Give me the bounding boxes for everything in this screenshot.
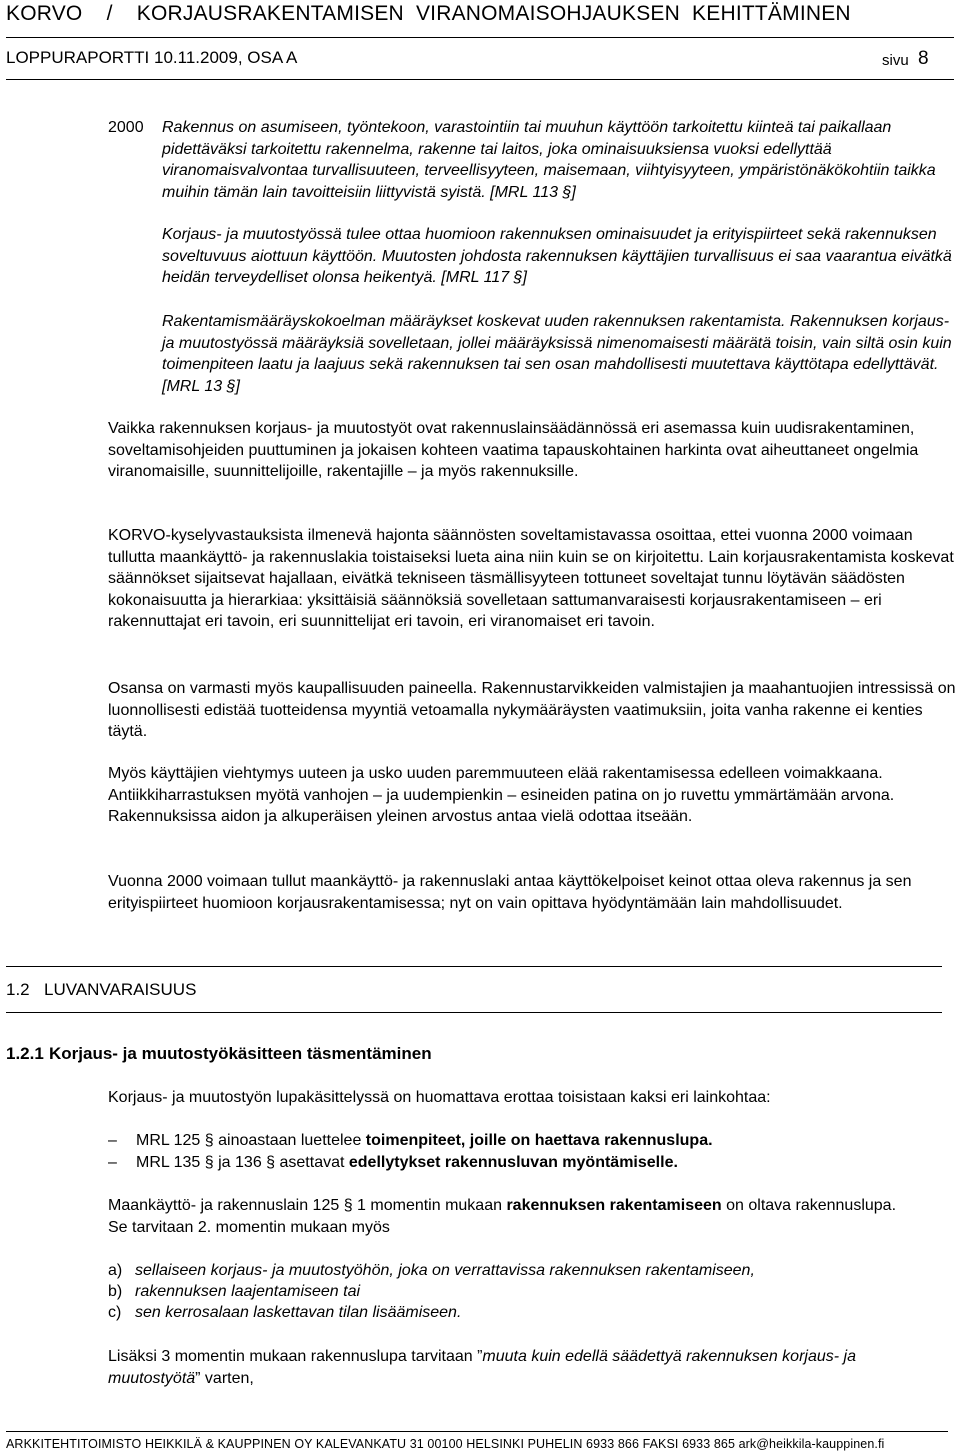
dash-item-bold: toimenpiteet, joille on haettava rakennuslupa. xyxy=(365,1132,713,1149)
mrl125-bold: rakennuksen rakentamiseen xyxy=(506,1197,722,1214)
dash-item-text: MRL 135 § ja 136 § asettavat xyxy=(136,1154,349,1171)
paragraph-4: Myös käyttäjien viehtymys uuteen ja usko uuden paremmuuteen elää rakentamisessa edelleen voimakkaana. Antiikkiharrastuksen myötä vanhojen – ja uudempienkin – esineiden patina on jo ruvettu ymmärtämään arvona. Rakennuksissa aidon ja alkuperäisen yleinen arvostus antaa vielä odottaa itseään. xyxy=(108,765,895,826)
dash-list-item xyxy=(108,1152,678,1174)
law-quote-mrl113: Rakennus on asumiseen, työntekoon, varastointiin tai muuhun käyttöön tarkoitettu kiinteä tai paikallaan pidettäväksi tarkoitettu rakennelma, rakenne tai laitos, joka ominaisuuksiensa vuoksi edellyttää viranomaisvalvontaa turvallisuuteen, terveellisyyteen, maisemaan, viihtyisyyteen, ympäristönäkökohtiin taikka muihin tämän lain tavoitteisiin liittyvistä syistä. [MRL 113 §] xyxy=(162,119,936,201)
document-header-subtitle: LOPPURAPORTTI 10.11.2009, OSA A xyxy=(6,48,298,67)
letter-item-text: rakennuksen laajentamiseen tai xyxy=(135,1283,361,1300)
letter-item-text: sen kerrosalaan laskettavan tilan lisäämiseen. xyxy=(135,1304,462,1321)
letter-list-item xyxy=(108,1260,755,1282)
letter-list-item xyxy=(108,1281,360,1303)
paragraph-3: Osansa on varmasti myös kaupallisuuden paineella. Rakennustarvikkeiden valmistajien ja maahantuojien intressissä on luonnollisesti edistää tuotteidensa myyntiä vetoamalla nykymääräysten vaatimuksiin, joita vanha rakenne ei kenties täytä. xyxy=(108,680,956,741)
dash-list-item xyxy=(108,1130,713,1152)
law-quote-mrl13: Rakentamismääräyskokoelman määräykset koskevat uuden rakennuksen rakentamista. Rakennuksen korjaus- ja muutostyössä määräyksiä sovelletaan, jollei määräyksissä nimenomaisesti määrätä toisin, vain siltä osin kuin toimenpiteen laatu ja laajuus sekä rakennuksen tai sen osan mahdollisesti muutettava käyttötapa edellyttävät. [MRL 13 §] xyxy=(162,313,952,395)
letter-marker: b) xyxy=(108,1283,123,1300)
law-quote-mrl117: Korjaus- ja muutostyössä tulee ottaa huomioon rakennuksen ominaisuudet ja erityispiirteet sekä rakennuksen soveltuvuus aiottuun käyttöön. Muutosten johdosta rakennuksen käyttäjien turvallisuus ei saa vaarantua eivätkä heidän terveydelliset olonsa heikentyä. [MRL 117 §] xyxy=(162,226,952,287)
section-rule-top xyxy=(6,966,942,967)
paragraph-1: Vaikka rakennuksen korjaus- ja muutostyöt ovat rakennuslainsäädännössä eri asemassa kuin uudisrakentaminen, soveltamisohjeiden puuttuminen ja jokaisen kohteen vaatima tapauskohtainen harkinta ovat aiheuttaneet ongelmia viranomaisille, suunnittelijoille, rakentajille – ja myös rakennuksille. xyxy=(108,420,919,481)
paragraph-2: KORVO-kyselyvastauksista ilmenevä hajonta säännösten soveltamistavassa osoittaa, ettei vuonna 2000 voimaan tullutta maankäyttö- ja rakennuslakia toistaiseksi lueta aina niin kuin se on kirjoitettu. Lain korjausrakentamista koskevat säännökset sijaitsevat hajallaan, eivätkä tekniseen täsmällisyyteen tottuneet soveltajat tunnu löytävän säädösten kokonaisuutta ja hierarkiaa: yksittäisiä säännöksiä sovelletaan sattumanvaraisesti korjausrakentamiseen – eri rakennuttajat eri tavoin, eri suunnittelijat eri tavoin, eri viranomaiset eri tavoin. xyxy=(108,527,954,631)
dash-marker: – xyxy=(108,1154,117,1171)
document-header-title: KORVO / KORJAUSRAKENTAMISEN VIRANOMAISOHJAUKSEN KEHITTÄMINEN xyxy=(6,2,851,25)
section-rule-bottom xyxy=(6,1012,942,1013)
subsection-number: 1.2.1 xyxy=(6,1044,44,1063)
mrl125-paragraph: Maankäyttö- ja rakennuslain 125 § 1 momentin mukaan rakennuksen rakentamiseen on oltava rakennuslupa. Se tarvitaan 2. momentin mukaan myös xyxy=(108,1197,897,1236)
letter-item-text: sellaiseen korjaus- ja muutostyöhön, joka on verrattavissa rakennuksen rakentamiseen, xyxy=(135,1262,755,1279)
section-number: 1.2 xyxy=(6,980,30,999)
footer-divider xyxy=(6,1431,948,1432)
letter-marker: a) xyxy=(108,1262,123,1279)
letter-marker: c) xyxy=(108,1304,122,1321)
section-title: LUVANVARAISUUS xyxy=(44,980,197,999)
footer-text: ARKKITEHTITOIMISTO HEIKKILÄ & KAUPPINEN OY KALEVANKATU 31 00100 HELSINKI PUHELIN 6933 866 FAKSI 6933 865 ark@heikkila-kauppinen.fi xyxy=(6,1437,885,1451)
letter-list-item xyxy=(108,1302,461,1324)
header-divider xyxy=(6,37,954,38)
dash-item-text: MRL 125 § ainoastaan luettelee xyxy=(136,1132,366,1149)
paragraph-5: Vuonna 2000 voimaan tullut maankäyttö- ja rakennuslaki antaa käyttökelpoiset keinot ottaa oleva rakennus ja sen erityispiirteet huomioon korjausrakentamisessa; nyt on vain opittava hyödyntämään lain mahdollisuudet. xyxy=(108,873,912,912)
dash-marker: – xyxy=(108,1132,117,1149)
page-number: 8 xyxy=(918,48,929,69)
dash-item-bold: edellytykset rakennusluvan myöntämiselle. xyxy=(348,1154,678,1171)
closing-italic: muuta kuin edellä säädettyä rakennuksen korjaus- ja muutostyötä xyxy=(108,1348,856,1387)
header-underline xyxy=(6,79,954,80)
page-label: sivu xyxy=(882,52,909,69)
closing-paragraph: Lisäksi 3 momentin mukaan rakennuslupa tarvitaan ”muuta kuin edellä säädettyä rakennuksen korjaus- ja muutostyötä” varten, xyxy=(108,1348,856,1387)
intro-text: Korjaus- ja muutostyön lupakäsittelyssä on huomattava erottaa toisistaan kaksi eri lainkohtaa: xyxy=(108,1089,771,1106)
subsection-title: Korjaus- ja muutostyökäsitteen täsmentäminen xyxy=(49,1044,432,1063)
quote-year: 2000 xyxy=(108,119,144,136)
